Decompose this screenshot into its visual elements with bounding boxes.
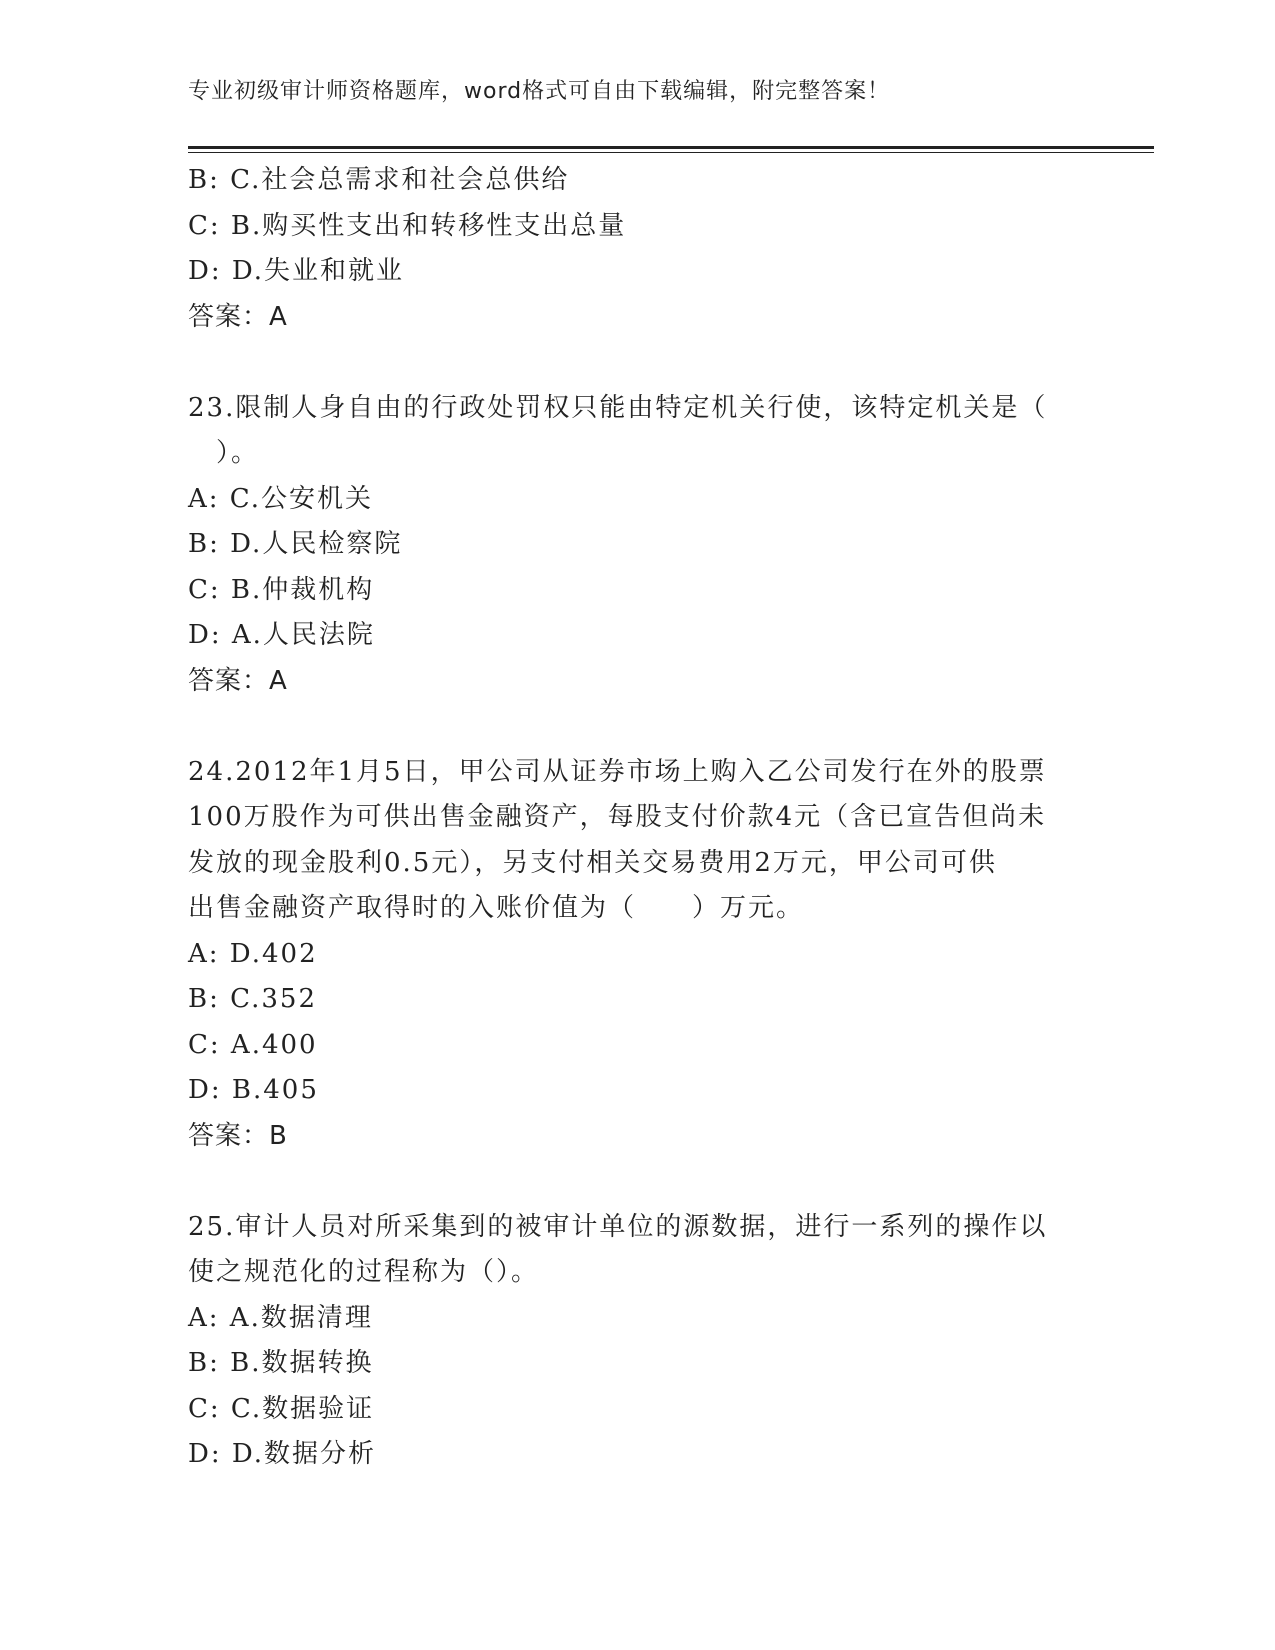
answer-line: 答案：A <box>188 301 288 332</box>
option-b: B: C.社会总需求和社会总供给 <box>188 165 570 195</box>
option-b: B: C.352 <box>188 984 317 1014</box>
option-c: C: B.购买性支出和转移性支出总量 <box>188 210 627 241</box>
question-stem: 使之规范化的过程称为（）。 <box>188 1257 540 1287</box>
question-stem: 出售金融资产取得时的入账价值为（ ）万元。 <box>188 893 805 923</box>
question-stem: 发放的现金股利0.5元），另支付相关交易费用2万元，甲公司可供 <box>188 847 997 878</box>
option-a: A: D.402 <box>188 938 318 969</box>
question-23 <box>188 386 1088 705</box>
option-d: D: B.405 <box>188 1075 319 1105</box>
option-a: A: A.数据清理 <box>188 1302 373 1333</box>
option-a: A: C.公安机关 <box>188 483 374 514</box>
header-rule-thin <box>188 152 1154 153</box>
answer-line: 答案：B <box>188 1120 288 1151</box>
question-stem: ）。 <box>188 438 260 468</box>
option-c: C: A.400 <box>188 1029 318 1060</box>
answer-line: 答案：A <box>188 665 288 696</box>
option-b: B: D.人民检察院 <box>188 529 403 559</box>
option-d: D: D.数据分析 <box>188 1439 377 1469</box>
question-content <box>188 158 1088 1478</box>
question-25 <box>188 1205 1088 1478</box>
question-22-tail <box>188 158 1088 340</box>
question-stem: 23.限制人身自由的行政处罚权只能由特定机关行使，该特定机关是（ <box>188 392 1048 423</box>
header-rule-thick <box>188 146 1154 149</box>
question-stem: 24.2012年1月5日，甲公司从证券市场上购入乙公司发行在外的股票 <box>188 756 1047 787</box>
option-d: D: A.人民法院 <box>188 620 375 650</box>
option-b: B: B.数据转换 <box>188 1348 374 1378</box>
option-d: D: D.失业和就业 <box>188 256 405 286</box>
option-c: C: B.仲裁机构 <box>188 574 375 605</box>
option-c: C: C.数据验证 <box>188 1393 375 1424</box>
question-stem: 100万股作为可供出售金融资产，每股支付价款4元（含已宣告但尚未 <box>188 802 1047 832</box>
question-stem: 25.审计人员对所采集到的被审计单位的源数据，进行一系列的操作以 <box>188 1211 1048 1242</box>
header-note: 专业初级审计师资格题库，word格式可自由下载编辑，附完整答案！ <box>188 79 891 104</box>
question-24 <box>188 750 1088 1160</box>
